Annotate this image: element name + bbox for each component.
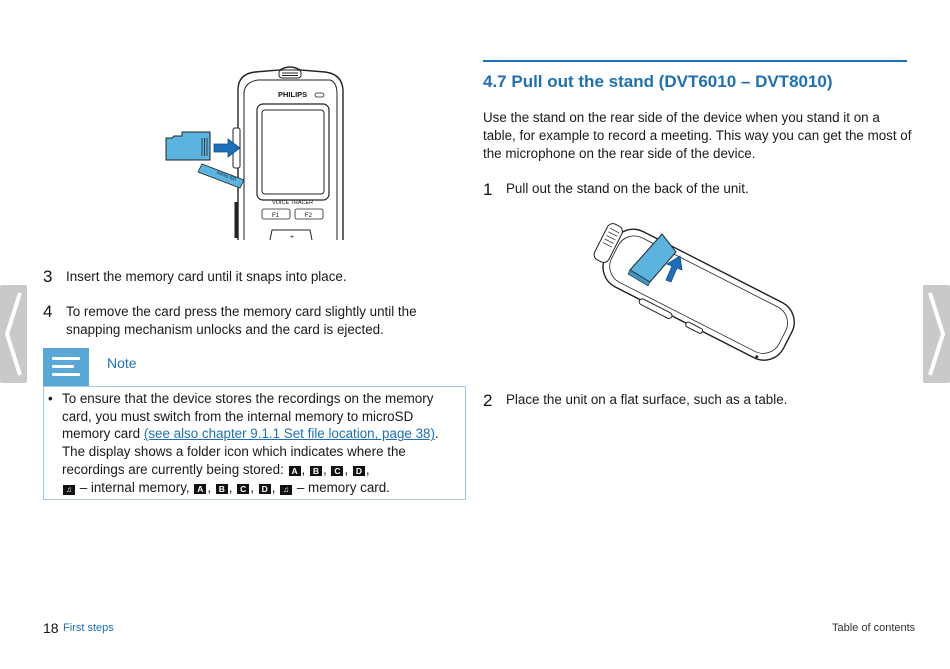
memory-card-insertion-illustration [160, 60, 360, 250]
device-brand: PHILIPS [278, 90, 308, 99]
separator: , [301, 461, 309, 477]
step-text: Insert the memory card until it snaps into place. [66, 269, 347, 284]
separator: , [271, 479, 280, 495]
step-number: 3 [43, 267, 53, 286]
chapter-link[interactable]: (see also chapter 9.1.1 Set file location, page 38) [143, 426, 435, 442]
step-text: Pull out the stand on the back of the unit. [506, 181, 749, 196]
chevron-right-icon [923, 285, 950, 383]
note-text-part: To ensure that the device stores the recordings on the memory card, you must switch from the internal memory to microSD memory card [62, 391, 434, 442]
step-number: 4 [43, 302, 53, 321]
step-number: 1 [483, 180, 493, 199]
separator: , [365, 461, 370, 477]
stand-illustration [590, 212, 810, 372]
separator: , [344, 461, 352, 477]
separator: , [228, 479, 237, 495]
table-of-contents-link[interactable]: Table of contents [832, 622, 916, 634]
separator: , [250, 479, 258, 495]
note-icon [43, 348, 89, 386]
section-intro: Use the stand on the rear side of the device when you stand it on a table, for example to record a meeting. This way you can get the most of the microphone on the rear side of the device. [483, 110, 912, 161]
folder-music-icon: ♫ [63, 485, 75, 495]
step-number: 2 [483, 391, 493, 410]
note-text-part: . The display shows a folder icon which indicates where the recordings are currently being stored: [62, 426, 439, 477]
key-f2-label: F2 [305, 213, 313, 219]
step-text: To remove the card press the memory card slightly until the snapping mechanism unlocks and the card is ejected. [66, 304, 417, 337]
folder-b-icon: B [310, 466, 322, 476]
folder-music-icon: ♫ [280, 485, 292, 495]
folder-a-icon: A [289, 466, 301, 476]
card-tag-label: micro SD [215, 169, 237, 183]
folder-d-icon: D [259, 484, 271, 494]
folder-c-icon: C [237, 484, 249, 494]
page-number: 18 [43, 620, 59, 636]
section-heading: 4.7 Pull out the stand (DVT6010 – DVT8010) [483, 72, 833, 91]
chevron-left-icon [0, 285, 27, 383]
folder-c-icon: C [331, 466, 343, 476]
separator: , [322, 461, 331, 477]
key-f1-label: F1 [272, 213, 280, 219]
note-title: Note [107, 355, 137, 371]
folder-b-icon: B [216, 484, 228, 494]
note-text [62, 390, 458, 496]
note-text-part: – memory card. [293, 479, 390, 495]
svg-text:+: + [290, 234, 295, 241]
next-page-button[interactable] [923, 285, 950, 383]
step-text: Place the unit on a flat surface, such as a table. [506, 392, 788, 407]
note-bullet: • [48, 391, 53, 406]
footer-section-link[interactable]: First steps [63, 622, 114, 634]
folder-d-icon: D [353, 466, 365, 476]
note-text-part: – internal memory, [76, 479, 194, 495]
device-label: VOICE TRACER [272, 200, 314, 206]
previous-page-button[interactable] [0, 285, 27, 383]
separator: , [207, 479, 215, 495]
folder-a-icon: A [194, 484, 206, 494]
heading-rule [483, 60, 907, 62]
